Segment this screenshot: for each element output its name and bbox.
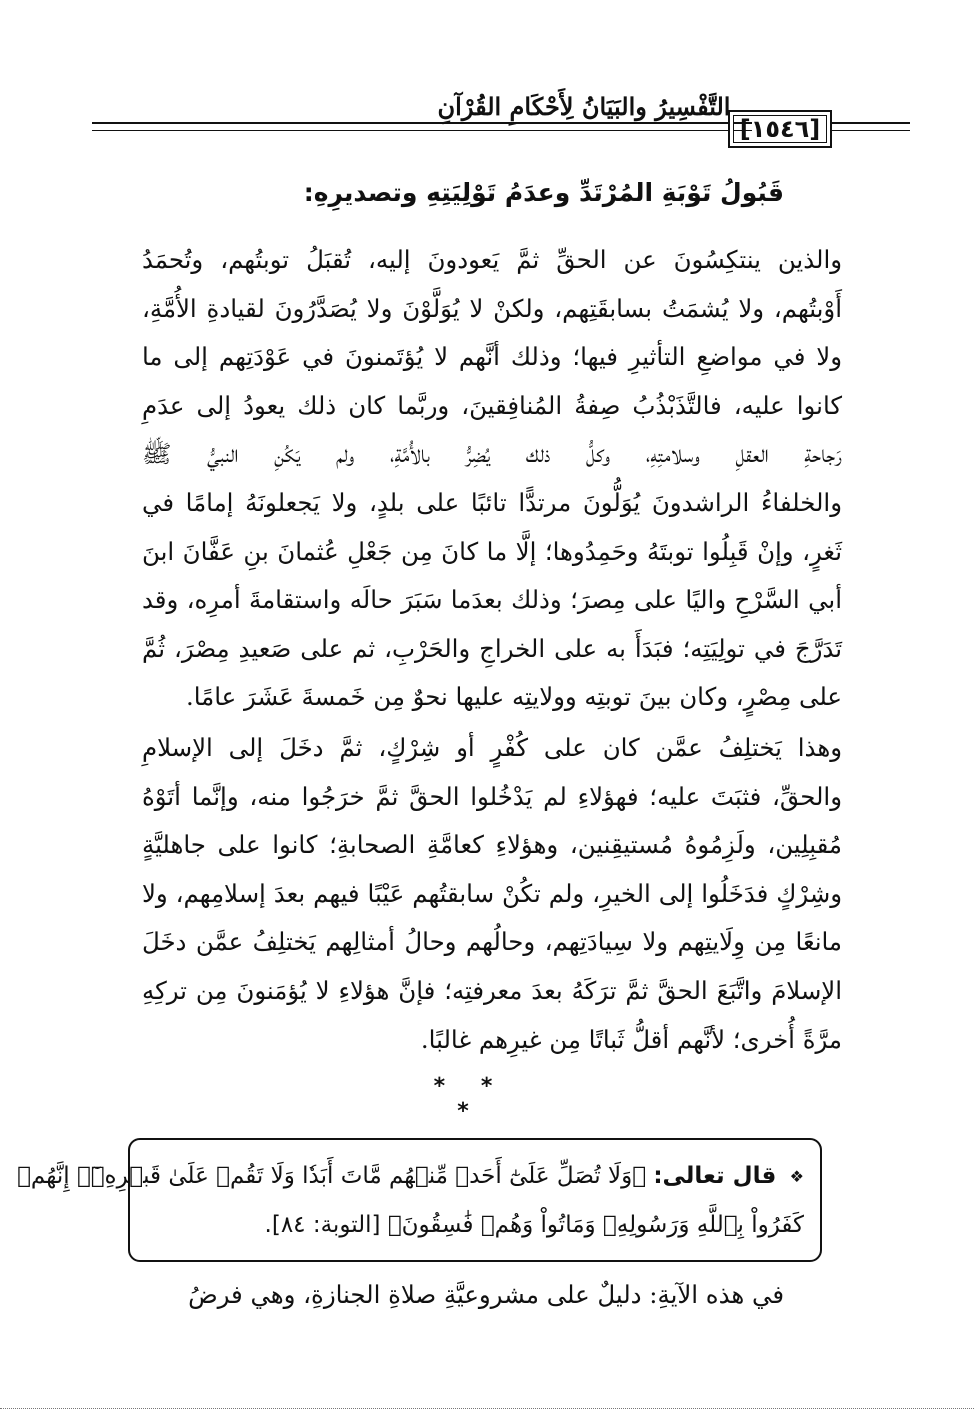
text-line: والذين ينتكِسُونَ عن الحقِّ ثمَّ يَعودونَ إليه، تُقبَلُ توبتُهم، وتُحمَدُ <box>142 245 842 274</box>
scan-edge <box>0 1408 974 1409</box>
text-line: تَدَرَّجَ في تولِيَتِه؛ فبَدَأَ به على الخراجِ والحَرْبِ، ثم على صَعيدِ مِصْرَ، ثُمَّ <box>142 633 842 663</box>
text-line: ثَغرٍ، وإنْ قَبِلُوا توبتَهُ وحَمِدُوها؛ إلَّا ما كانَ مِن جَعْلِ عُثمانَ بنِ عَفَّانَ ابنَ <box>142 536 842 566</box>
section-separator: * * * <box>433 1074 507 1124</box>
text-line: كانوا عليه، فالتَّذَبْذُبُ صِفةُ المُنافِقينَ، وربَّما كان ذلك يعودُ إلى عدَمِ <box>142 390 842 420</box>
text-line: أبي السَّرْحِ واليًا على مِصرَ؛ وذلك بعدَما سَبَرَ حالَه واستقامةَ أمرِه، وقد <box>142 585 842 615</box>
header-rule-thin <box>92 130 752 131</box>
text-line: والحقِّ، فثبَتَ عليه؛ فهؤلاءِ لم يَدْخُلوا الحقَّ ثمَّ خرَجُوا منه، وإنَّما أتَوْهُ <box>142 781 842 811</box>
section-heading: قَبُولُ تَوْبَةِ المُرْتَدِّ وعدَمُ تَوْلِيَتِهِ وتصديرِهِ: <box>303 178 784 207</box>
text-line: ولا في مواضعِ التأثيرِ فيها؛ وذلك أنَّهم لا يُؤتَمنونَ في عَوْدَتِهم إلى ما <box>142 342 842 372</box>
text-line: والخلفاءُ الراشدونَ يُوَلُّونَ مرتدًّا تائبًا على بلدٍ، ولا يَجعلونَهُ إمامًا في <box>142 487 842 517</box>
text-line: أَوْبتُهم، ولا يُشمَتُ بسابقَتِهم، ولكنْ لا يُوَلَّوْنَ ولا يُصَدَّرُونَ لقيادةِ الأُمَّةِ، <box>142 293 842 323</box>
running-head: التَّفْسِيرُ والبَيَانُ لِأَحْكَامِ القُرْآنِ <box>437 92 731 121</box>
text-line: وهذا يَختلِفُ عمَّن كان على كُفْرٍ أو شِرْكٍ، ثمَّ دخَلَ إلى الإسلامِ <box>142 733 842 762</box>
text-line: وشِرْكٍ فدَخَلُوا إلى الخيرِ، ولم تكُنْ سابقتُهم عَيْبًا فيهم بعدَ إسلامِهم، ولا <box>142 878 842 908</box>
text-line: على مِصْرٍ، وكان بينَ توبتِه وولايتِه عليها نحوٌ مِن خَمسةَ عَشَرَ عامًا. <box>186 682 842 712</box>
text-line: مُقبِلِين، ولَزِمُوهُ مُستيقِنين، وهؤلاءِ كعامَّةِ الصحابةِ؛ كانوا على جاهليَّةٍ <box>142 830 842 860</box>
text-line: مانعًا مِن وِلَايتِهم ولا سِيادَتِهم، وحالُهم وحالُ أمثالِهم يَختلِفُ عمَّن دخَلَ <box>142 927 842 957</box>
header-rule-right <box>832 122 910 124</box>
header-rule <box>92 122 752 124</box>
text-line: الإسلامَ واتَّبَعَ الحقَّ ثمَّ ترَكَهُ بعدَ معرفتِه؛ فإنَّ هؤلاءِ لا يُؤمَنونَ مِن تركِهِ <box>142 975 842 1005</box>
ornament-icon: ❖ <box>789 1166 804 1186</box>
paragraph-1 <box>142 236 842 722</box>
verse-box <box>17 1138 822 1262</box>
text-line: رَجاحةِ العقلِ وسلامتِهِ، وكلُّ ذلك يُضِرُّ بالأُمَّةِ، ولم يَكُنِ النبيُّ ﷺ <box>142 439 842 469</box>
page-number: [١٥٤٦] <box>728 110 832 148</box>
paragraph-2 <box>142 724 842 1064</box>
verse-label: قال تعالى: <box>653 1163 777 1189</box>
verse-text-line-1: ﴿وَلَا تُصَلِّ عَلَىٰٓ أَحَدٖ مِّنۡهُم مَّاتَ أَبَدٗا وَلَا تَقُمۡ عَلَىٰ قَبۡرِهِۦٓۖ إِنَّهُمۡ <box>17 1163 646 1189</box>
next-section-text: في هذه الآيةِ: دليلٌ على مشروعيَّةِ صلاةِ الجنازةِ، وهي فرضُ <box>188 1280 784 1309</box>
text-line: مرَّةً أُخرى؛ لأنَّهم أقلُّ ثَباتًا مِن غيرِهم غالبًا. <box>420 1024 842 1054</box>
header-rule-right-thin <box>832 130 910 131</box>
verse-text-line-2: كَفَرُواْ بِٱللَّهِ وَرَسُولِهِۦ وَمَاتُواْ وَهُمۡ فَٰسِقُونَ﴾ [التوبة: ٨٤]. <box>264 1211 804 1238</box>
